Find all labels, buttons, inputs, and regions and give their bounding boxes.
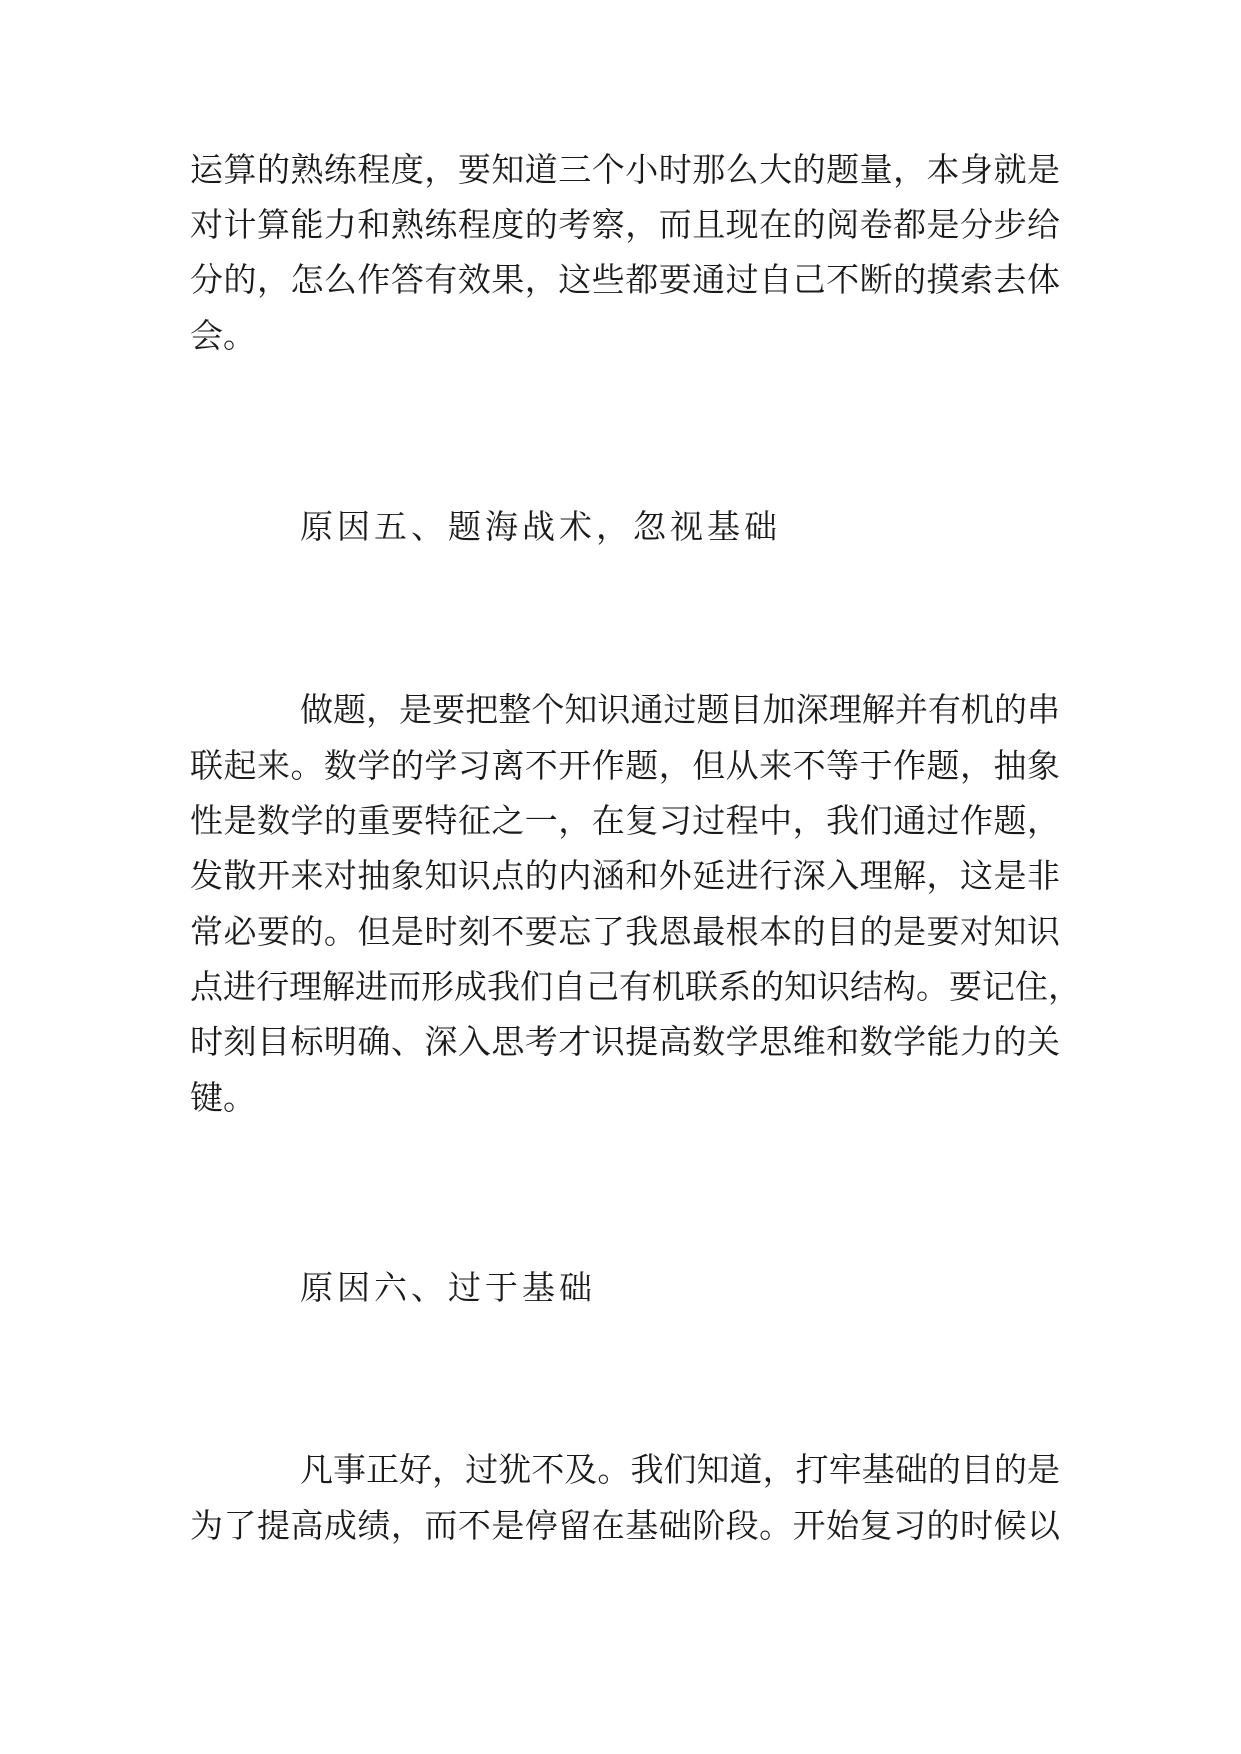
text-line: 性是数学的重要特征之一，在复习过程中，我们通过作题， — [190, 801, 1060, 840]
text-line: 凡事正好，过犹不及。我们知道，打牢基础的目的是 — [300, 1450, 1060, 1489]
text-line: 运算的熟练程度，要知道三个小时那么大的题量，本身就是 — [190, 150, 1060, 189]
text-line: 为了提高成绩，而不是停留在基础阶段。开始复习的时候以 — [190, 1506, 1060, 1545]
section-heading-reason-6: 原因六、过于基础 — [300, 1268, 596, 1307]
text-line: 常必要的。但是时刻不要忘了我恩最根本的目的是要对知识 — [190, 912, 1060, 951]
section-heading-reason-5: 原因五、题海战术，忽视基础 — [300, 507, 781, 546]
text-line: 联起来。数学的学习离不开作题，但从来不等于作题，抽象 — [190, 746, 1060, 785]
text-line: 键。 — [190, 1078, 256, 1117]
text-line: 时刻目标明确、深入思考才识提高数学思维和数学能力的关 — [190, 1022, 1060, 1061]
text-line: 发散开来对抽象知识点的内涵和外延进行深入理解，这是非 — [190, 856, 1060, 895]
text-line: 对计算能力和熟练程度的考察，而且现在的阅卷都是分步给 — [190, 205, 1060, 244]
text-line: 会。 — [190, 316, 256, 355]
text-line: 做题，是要把整个知识通过题目加深理解并有机的串 — [300, 690, 1060, 729]
text-line: 点进行理解进而形成我们自己有机联系的知识结构。要记住， — [190, 967, 1081, 1006]
text-line: 分的，怎么作答有效果，这些都要通过自己不断的摸索去体 — [190, 260, 1060, 299]
